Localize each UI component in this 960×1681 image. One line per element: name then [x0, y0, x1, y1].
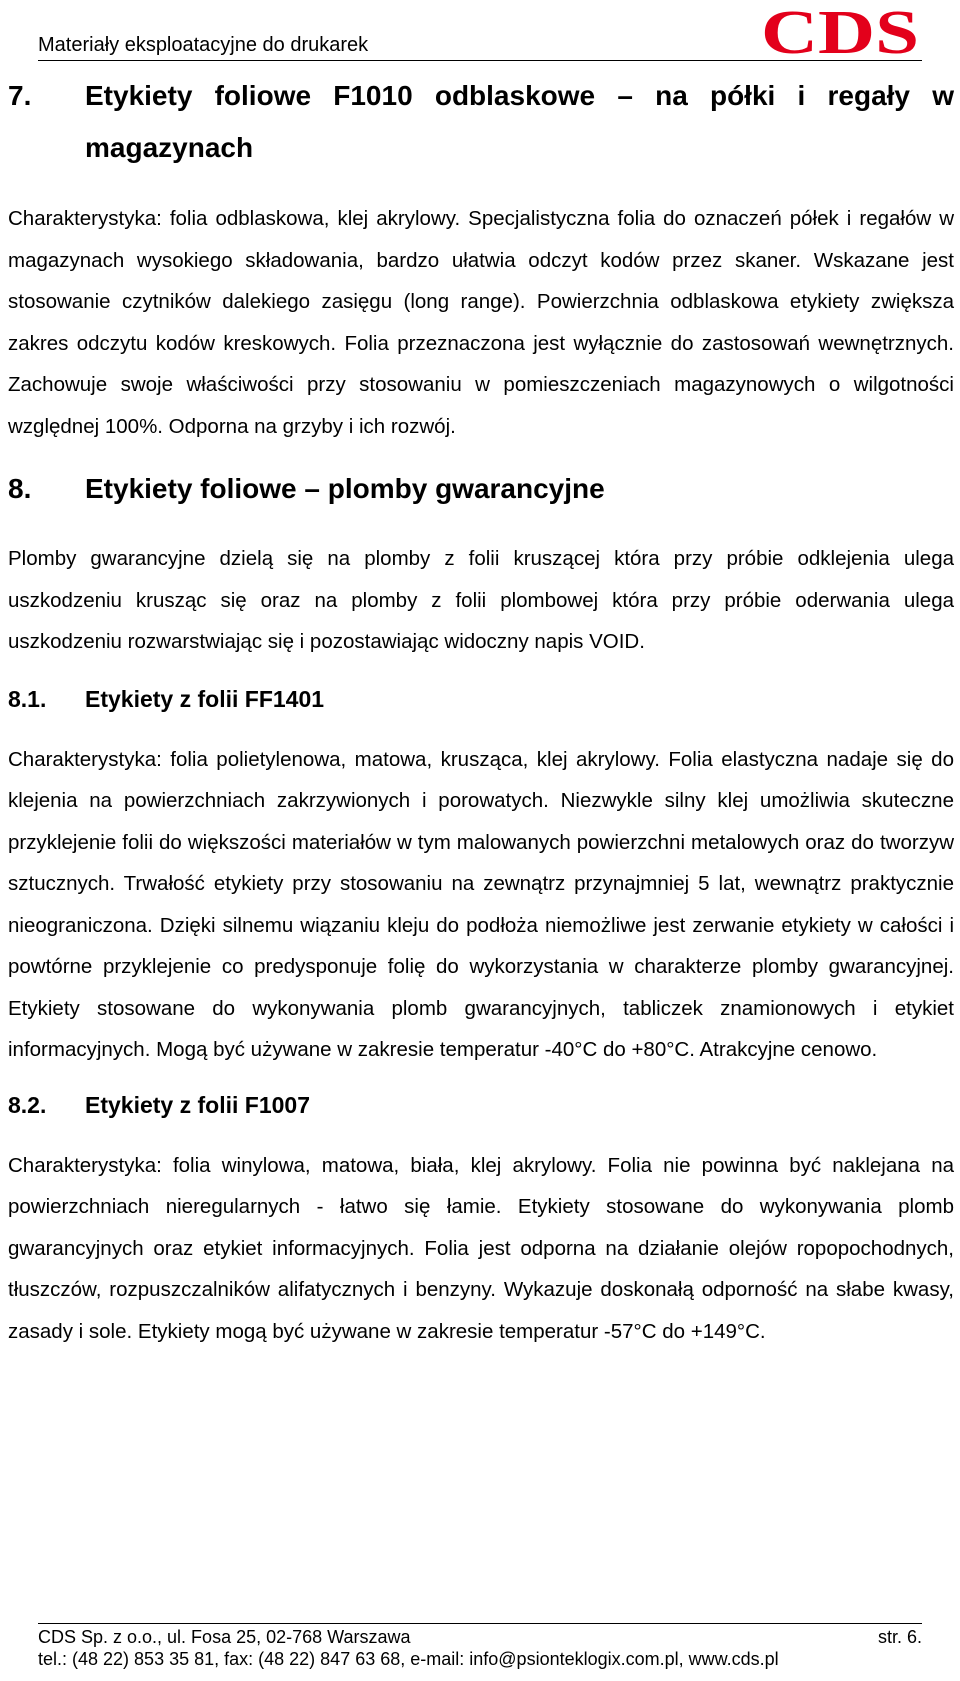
- page-number: str. 6.: [877, 1627, 922, 1647]
- subsection-number: 8.1.: [8, 685, 47, 712]
- section-title: Etykiety foliowe F1010 odblaskowe – na półki i regały w magazynach: [85, 80, 954, 163]
- section-number: 7.: [8, 80, 32, 111]
- subsection-heading: [8, 679, 954, 719]
- section-paragraph: Charakterystyka: folia winylowa, matowa, biała, klej akrylowy. Folia nie powinna być naklejana na powierzchniach nieregularnych - łatwo się łamie. Etykiety stosowane do wykonywania plomb gwarancyjnych oraz etykiet informacyjnych. Folia jest odporna na działanie olejów ropopochodnych, tłuszczów, rozpuszczalników alifatycznych i benzyny. Wykazuje doskonałą odporność na słabe kwasy, zasady i sole. Etykiety mogą być używane w zakresie temperatur -57°C do +149°C.: [8, 1153, 954, 1343]
- page-header: [38, 0, 922, 62]
- header-divider: [38, 60, 922, 61]
- section-heading: [8, 70, 954, 174]
- subsection-title: Etykiety z folii F1007: [85, 1091, 310, 1118]
- footer-contact: tel.: (48 22) 853 35 81, fax: (48 22) 847 63 68, e-mail: info@psionteklogix.com.pl, www.cds.pl: [38, 1649, 779, 1669]
- section-title: Etykiety foliowe – plomby gwarancyjne: [85, 473, 605, 504]
- document-body: [8, 70, 954, 1352]
- cds-logo: [758, 4, 922, 56]
- subsection-title: Etykiety z folii FF1401: [85, 685, 325, 712]
- section-paragraph: Charakterystyka: folia polietylenowa, matowa, krusząca, klej akrylowy. Folia elastyczna nadaje się do klejenia na powierzchniach zakrzywionych i porowatych. Niezwykle silny klej umożliwia skuteczne przyklejenie folii do większości materiałów w tym malowanych powierzchni metalowych oraz do tworzyw sztucznych. Trwałość etykiety przy stosowaniu na zewnątrz przynajmniej 5 lat, wewnątrz praktycznie nieograniczona. Dzięki silnemu wiązaniu kleju do podłoża niemożliwe jest zerwanie etykiety w całości i powtórne przyklejenie co predysponuje folię do wykorzystania w charakterze plomby gwarancyjnej. Etykiety stosowane do wykonywania plomb gwarancyjnych, tabliczek znamionowych i etykiet informacyjnych. Mogą być używane w zakresie temperatur -40°C do +80°C. Atrakcyjne cenowo.: [8, 747, 954, 1061]
- section-paragraph: Charakterystyka: folia odblaskowa, klej akrylowy. Specjalistyczna folia do oznaczeń półek i regałów w magazynach wysokiego składowania, bardzo ułatwia odczyt kodów przez skaner. Wskazane jest stosowanie czytników dalekiego zasięgu (long range). Powierzchnia odblaskowa etykiety zwiększa zakres odczytu kodów kreskowych. Folia przeznaczona jest wyłącznie do zastosowań wewnętrznych. Zachowuje swoje właściwości przy stosowaniu w pomieszczeniach magazynowych o wilgotności względnej 100%. Odporna na grzyby i ich rozwój.: [8, 207, 954, 438]
- page-footer: [38, 1623, 922, 1670]
- section-number: 8.: [8, 473, 32, 504]
- logo-text: CDS: [761, 4, 919, 56]
- subsection-number: 8.2.: [8, 1091, 47, 1118]
- section-heading: [8, 463, 954, 515]
- footer-divider: [38, 1623, 922, 1624]
- subsection-heading: [8, 1085, 954, 1125]
- header-title: Materiały eksploatacyjne do drukarek: [38, 34, 369, 56]
- section-paragraph: Plomby gwarancyjne dzielą się na plomby z folii kruszącej która przy próbie odklejenia ulega uszkodzeniu krusząc się oraz na plomby z folii plombowej która przy próbie oderwania ulega uszkodzeniu rozwarstwiając się i pozostawiając widoczny napis VOID.: [8, 547, 954, 653]
- footer-address: CDS Sp. z o.o., ul. Fosa 25, 02-768 Warszawa: [38, 1627, 411, 1647]
